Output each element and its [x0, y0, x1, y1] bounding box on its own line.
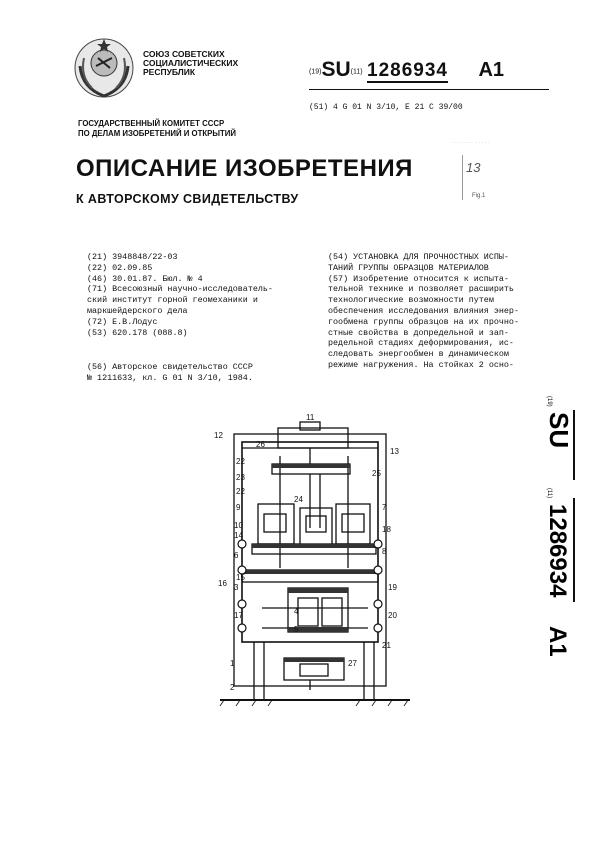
motor-housing [278, 428, 348, 448]
label-3: 3 [234, 583, 239, 592]
label-23: 23 [236, 473, 245, 482]
label-22b: 22 [236, 487, 245, 496]
label-20: 20 [388, 611, 397, 620]
label-24: 24 [294, 495, 303, 504]
vertical-code-11: (11) [546, 488, 552, 499]
union-name: СОЮЗ СОВЕТСКИХ СОЦИАЛИСТИЧЕСКИХ РЕСПУБЛИК [143, 49, 239, 77]
abstract: (54) УСТАНОВКА ДЛЯ ПРОЧНОСТНЫХ ИСПЫ- ТАНИЙ ГРУППЫ ОБРАЗЦОВ МАТЕРИАЛОВ (57) Изобретение относится к испыта- тельной технике и позволяет расширить технологические возможности путем обеспечения исследования влияния энер- гообмена группы образцов на их прочно- стные свойства в допредельной и зап- редельной стадиях деформирования, ис- следовать энергообмен в динамическом режиме нагружения. На стойках 2 осно- [328, 252, 519, 370]
vertical-kind: A1 [544, 626, 571, 657]
committee: ГОСУДАРСТВЕННЫЙ КОМИТЕТ СССР ПО ДЕЛАМ ИЗОБРЕТЕНИЙ И ОТКРЫТИЙ [78, 119, 236, 138]
page-subtitle: К АВТОРСКОМУ СВИДЕТЕЛЬСТВУ [76, 192, 299, 206]
label-25: 25 [372, 469, 381, 478]
label-4: 4 [294, 607, 299, 616]
label-27: 27 [348, 659, 357, 668]
patent-number: 1286934 [367, 60, 448, 81]
apparatus-figure [200, 413, 430, 708]
vertical-code-19: (19) [546, 396, 552, 407]
label-1: 1 [230, 659, 235, 668]
bibliographic-data: (21) 3948848/22-03 (22) 02.09.85 (46) 30.01.87. Бюл. № 4 (71) Всесоюзный научно-исследователь- ский институт горной геомеханики и маркшейдерского дела (72) Е.В.Лодус (53) 620.178 (088.8) [87, 252, 273, 338]
label-12: 12 [214, 431, 223, 440]
label-5: 5 [294, 625, 299, 634]
label-7: 7 [382, 503, 387, 512]
ussr-emblem-icon [72, 36, 136, 100]
kind-code: A1 [478, 59, 505, 81]
stamp-number: 13 [466, 160, 481, 175]
label-16: 16 [218, 579, 227, 588]
label-6: 6 [234, 551, 239, 560]
label-18: 18 [382, 525, 391, 534]
vertical-number: 1286934 [544, 504, 571, 598]
label-10: 10 [234, 521, 243, 530]
label-9: 9 [236, 503, 241, 512]
label-2: 2 [230, 683, 235, 692]
label-21: 21 [382, 641, 391, 650]
label-11: 11 [306, 413, 315, 422]
cited-references: (56) Авторское свидетельство СССР № 1211633, кл. G 01 N 3/10, 1984. [87, 362, 253, 383]
label-26: 26 [256, 440, 265, 449]
label-19: 19 [388, 583, 397, 592]
ipc-classes: (51) 4 G 01 N 3/10, E 21 C 39/00 [309, 103, 463, 112]
label-15: 15 [236, 573, 245, 582]
label-22a: 22 [236, 457, 245, 466]
stamp-note: Fig.1 [472, 193, 486, 199]
label-17: 17 [234, 611, 243, 620]
country-code: SU [321, 58, 351, 81]
patent-number-line: (19)SU(11) 1286934 A1 [309, 58, 505, 81]
vertical-country: SU [544, 412, 574, 449]
inner-frame [242, 442, 378, 642]
outer-frame [234, 434, 386, 686]
label-8: 8 [382, 547, 387, 556]
page-title: ОПИСАНИЕ ИЗОБРЕТЕНИЯ [76, 155, 413, 182]
label-14: 14 [234, 531, 243, 540]
label-13: 13 [390, 447, 399, 456]
vertical-patent-number [540, 390, 580, 670]
